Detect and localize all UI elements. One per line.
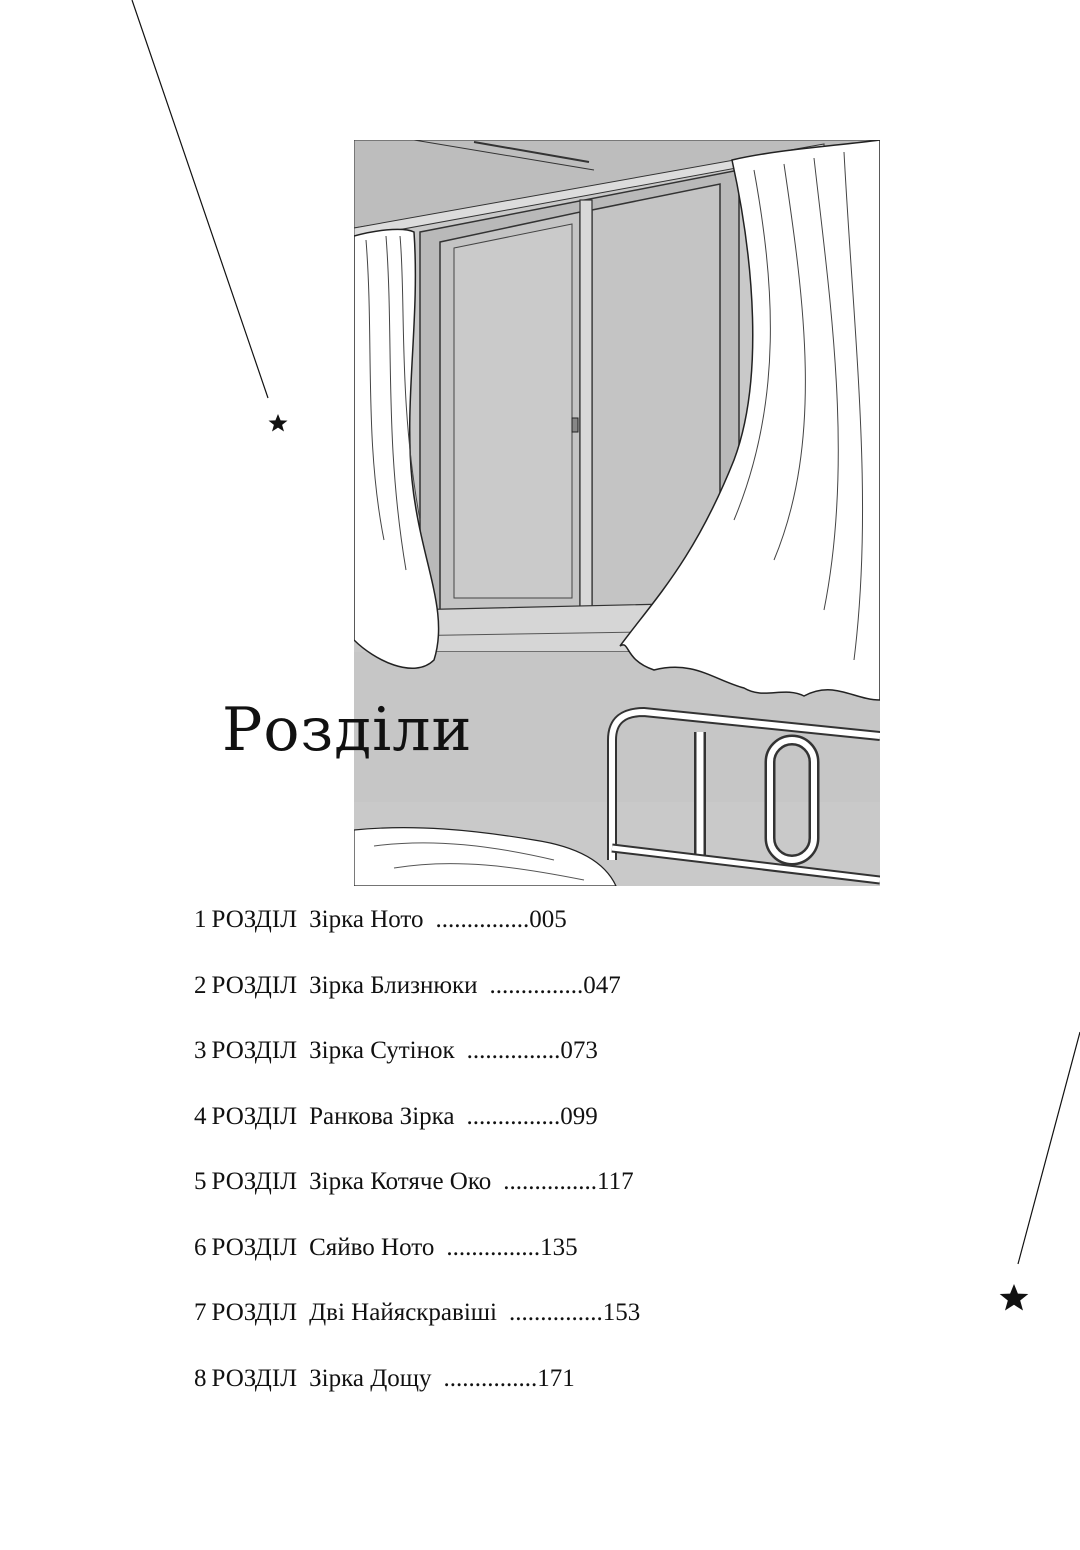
toc-entry <box>194 1299 894 1365</box>
chapter-title: Сяйво Ното <box>309 1233 435 1261</box>
chapter-label: РОЗДІЛ <box>211 1233 298 1261</box>
chapter-number: 7 <box>194 1299 207 1326</box>
shooting-star-icon <box>132 0 288 432</box>
chapter-label: РОЗДІЛ <box>211 1364 298 1392</box>
chapter-label: РОЗДІЛ <box>211 971 298 999</box>
chapter-title: Дві Найяскравіші <box>309 1299 497 1326</box>
dot-leader: ............... <box>466 1102 561 1130</box>
chapter-title: Зірка Сутінок <box>309 1037 455 1064</box>
chapter-label: РОЗДІЛ <box>211 1299 298 1326</box>
chapter-number: 4 <box>194 1102 207 1130</box>
shooting-star-icon <box>1000 1032 1080 1311</box>
toc-entry <box>194 906 894 972</box>
table-of-contents <box>194 906 894 1430</box>
toc-entry <box>194 1037 894 1103</box>
chapter-title: Зірка Дощу <box>309 1364 432 1392</box>
chapter-title: Зірка Котяче Око <box>309 1168 492 1195</box>
dot-leader: ............... <box>489 971 584 999</box>
chapter-label: РОЗДІЛ <box>211 906 298 933</box>
dot-leader: ............... <box>435 906 530 933</box>
page-number: 099 <box>560 1102 598 1130</box>
chapter-number: 1 <box>194 906 207 933</box>
toc-entry <box>194 1103 894 1169</box>
page-number: 005 <box>529 906 567 933</box>
dot-leader: ............... <box>508 1299 603 1326</box>
chapter-number: 6 <box>194 1233 207 1261</box>
page-number: 153 <box>602 1299 641 1326</box>
dot-leader: ............... <box>446 1233 541 1261</box>
chapter-title: Зірка Ното <box>309 906 424 933</box>
page-number: 135 <box>540 1233 578 1261</box>
chapter-number: 8 <box>194 1364 207 1392</box>
dot-leader: ............... <box>443 1364 538 1392</box>
chapter-number: 5 <box>194 1168 207 1195</box>
dot-leader: ............... <box>503 1168 597 1195</box>
window-illustration <box>354 140 880 886</box>
chapter-title: Зірка Близнюки <box>309 971 478 999</box>
chapter-label: РОЗДІЛ <box>211 1037 298 1064</box>
page-number: 047 <box>583 971 621 999</box>
page-number: 171 <box>537 1364 575 1392</box>
page-title: Розділи <box>222 695 473 765</box>
chapter-label: РОЗДІЛ <box>211 1102 298 1130</box>
toc-entry <box>194 1234 894 1300</box>
chapter-number: 3 <box>194 1037 207 1064</box>
page-number: 073 <box>560 1037 598 1064</box>
chapter-label: РОЗДІЛ <box>211 1168 298 1195</box>
toc-entry <box>194 1168 894 1234</box>
toc-entry <box>194 972 894 1038</box>
chapter-number: 2 <box>194 971 207 999</box>
chapter-title: Ранкова Зірка <box>309 1102 455 1130</box>
dot-leader: ............... <box>466 1037 561 1064</box>
page-number: 117 <box>597 1168 634 1195</box>
toc-entry <box>194 1365 894 1431</box>
